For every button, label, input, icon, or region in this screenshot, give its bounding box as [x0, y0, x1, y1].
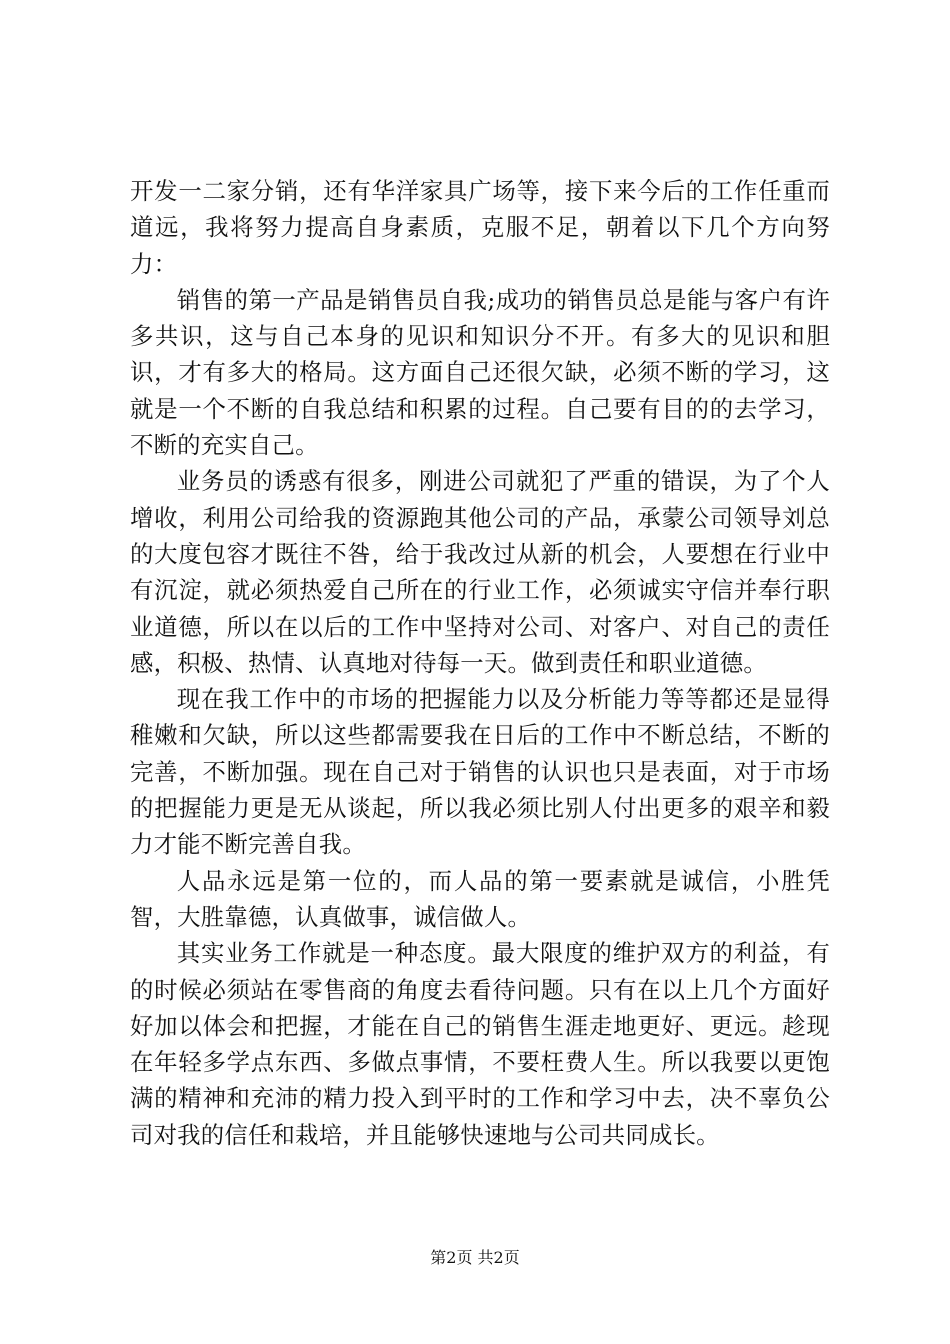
paragraph-integrity: 人品永远是第一位的，而人品的第一要素就是诚信，小胜凭智，大胜靠德，认真做事，诚信做人。 — [130, 866, 830, 931]
paragraph-market-ability: 现在我工作中的市场的把握能力以及分析能力等等都还是显得稚嫩和欠缺，所以这些都需要我在日后的工作中不断总结，不断的完善，不断加强。现在自己对于销售的认识也只是表面，对于市场的把握能力更是无从谈起，所以我必须比别人付出更多的艰辛和毅力才能不断完善自我。 — [130, 685, 830, 859]
paragraph-attitude: 其实业务工作就是一种态度。最大限度的维护双方的利益，有的时候必须站在零售商的角度去看待问题。只有在以上几个方面好好加以体会和把握，才能在自己的销售生涯走地更好、更远。趁现在年轻多学点东西、多做点事情，不要枉费人生。所以我要以更饱满的精神和充沛的精力投入到平时的工作和学习中去，决不辜负公司对我的信任和栽培，并且能够快速地与公司共同成长。 — [130, 939, 830, 1149]
page-number-footer: 第2页 共2页 — [430, 1248, 520, 1267]
paragraph-salesperson-self: 销售的第一产品是销售员自我;成功的销售员总是能与客户有许多共识，这与自己本身的见识和知识分不开。有多大的见识和胆识，才有多大的格局。这方面自己还很欠缺，必须不断的学习，这就是一个不断的自我总结和积累的过程。自己要有目的的去学习，不断的充实自己。 — [130, 285, 830, 460]
paragraph-temptation: 业务员的诱惑有很多，刚进公司就犯了严重的错误，为了个人增收，利用公司给我的资源跑其他公司的产品，承蒙公司领导刘总的大度包容才既往不咎，给于我改过从新的机会，人要想在行业中有沉淀，就必须热爱自己所在的行业工作，必须诚实守信并奉行职业道德，所以在以后的工作中坚持对公司、对客户、对自己的责任感，积极、热情、认真地对待每一天。做到责任和职业道德。 — [130, 467, 830, 677]
paragraph-continuation: 开发一二家分销，还有华洋家具广场等，接下来今后的工作任重而道远，我将努力提高自身素质，克服不足，朝着以下几个方向努力： — [130, 177, 830, 278]
document-body — [130, 173, 830, 1153]
